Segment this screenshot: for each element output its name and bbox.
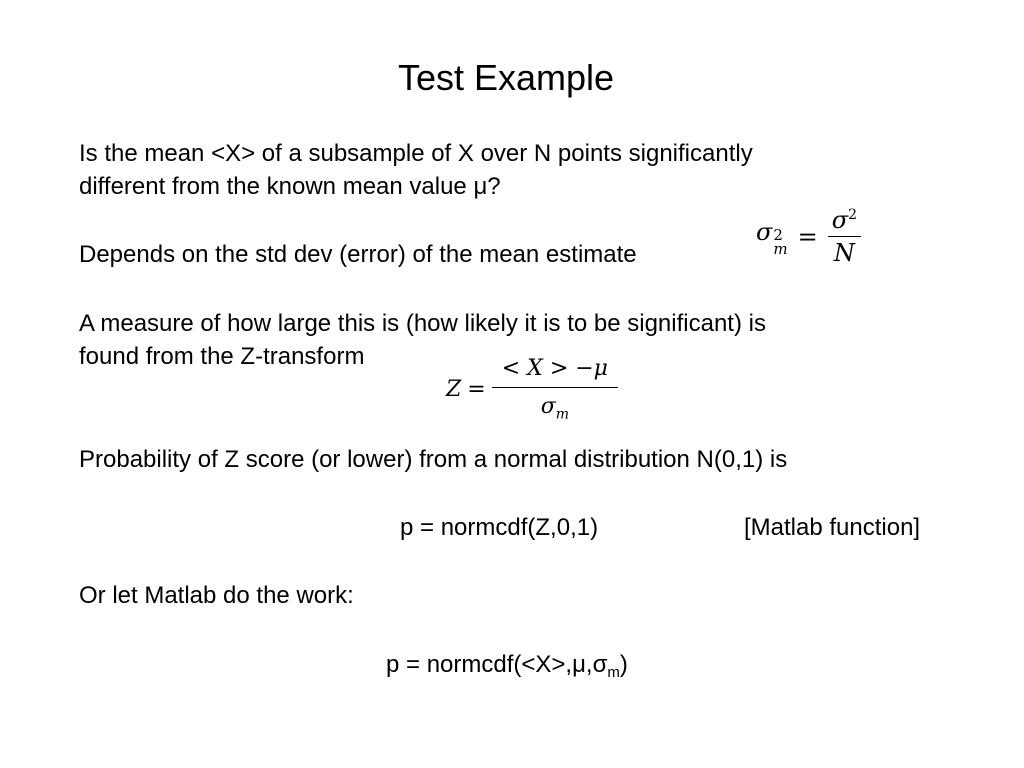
formula1-lhs: σ	[756, 217, 773, 246]
formula2-lhs: Z	[446, 376, 462, 402]
formula1-lhs-superscript: 2	[773, 225, 783, 244]
code2-subscript: m	[607, 664, 620, 681]
paragraph-matlab: Or let Matlab do the work:	[79, 582, 354, 609]
matlab-function-note: [Matlab function]	[744, 514, 921, 541]
formula1-equals: =	[797, 222, 818, 251]
formula1-numerator	[828, 206, 861, 236]
formula2-numerator: < X > −μ	[501, 356, 608, 381]
normcdf-z-code: p = normcdf(Z,0,1)	[400, 514, 599, 541]
paragraph-question-line-1: Is the mean <X> of a subsample of X over N points significantly	[79, 140, 753, 167]
formula2-equals: =	[467, 376, 486, 402]
normcdf-direct-code	[386, 648, 628, 689]
paragraph-measure-line-1: A measure of how large this is (how likely it is to be significant) is	[79, 310, 766, 337]
std-error-formula	[756, 206, 861, 267]
formula2-denominator-symbol: σ	[540, 394, 556, 419]
paragraph-question-line-2: different from the known mean value μ?	[79, 173, 501, 200]
slide-title: Test Example	[397, 57, 615, 98]
paragraph-probability: Probability of Z score (or lower) from a normal distribution N(0,1) is	[79, 446, 788, 473]
formula1-lhs-subscript: m	[773, 239, 788, 258]
formula1-numerator-superscript: 2	[848, 207, 858, 223]
formula1-fraction	[828, 206, 861, 267]
paragraph-measure-line-2: found from the Z-transform	[79, 343, 365, 370]
z-transform-formula	[446, 356, 618, 422]
paragraph-std-dev: Depends on the std dev (error) of the mean estimate	[79, 241, 637, 268]
formula1-denominator: N	[833, 239, 855, 267]
formula2-denominator-subscript: m	[555, 406, 570, 423]
formula1-numerator-symbol: σ	[831, 206, 849, 234]
code2-prefix: p = normcdf(<X>,μ,σ	[386, 651, 608, 678]
formula2-fraction	[492, 356, 618, 422]
code2-suffix: )	[619, 651, 628, 678]
formula2-denominator	[537, 388, 573, 422]
